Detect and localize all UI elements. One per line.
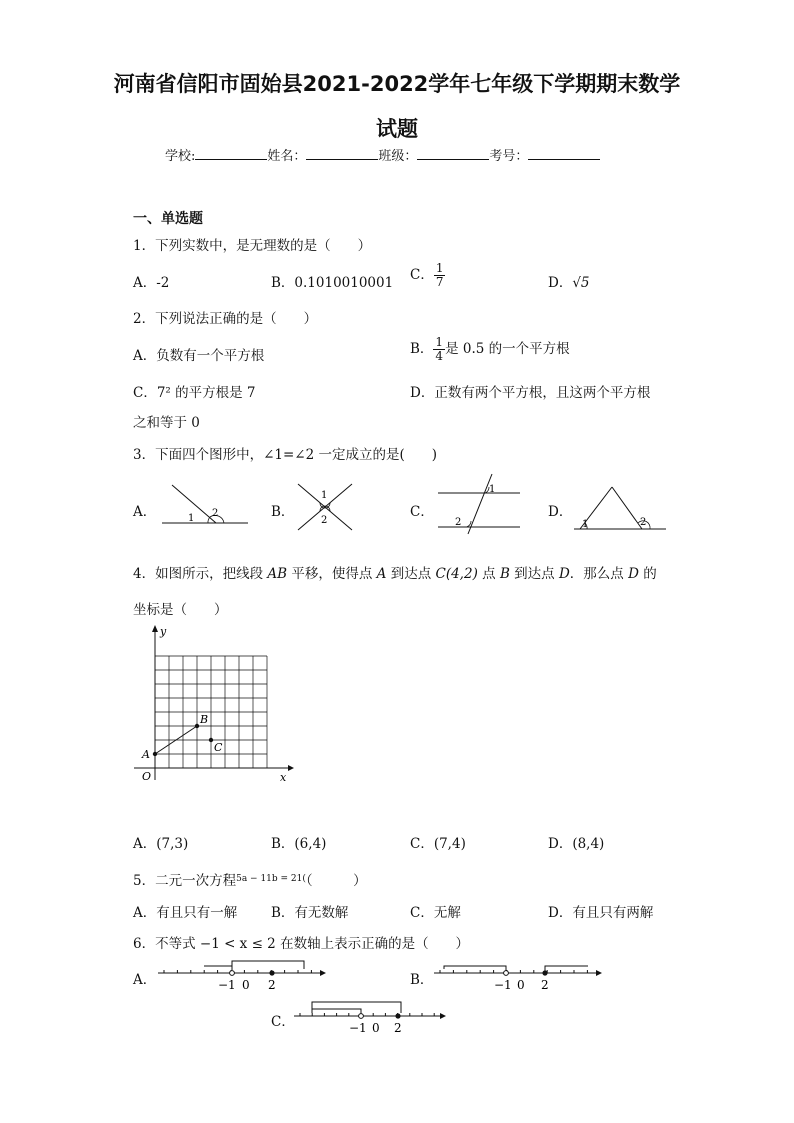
q5-option-a: A．有且只有一解 [133, 905, 238, 921]
svg-text:−1: −1 [494, 978, 512, 992]
q3-option-b: B． [271, 504, 295, 520]
q6-option-c: C． [271, 1014, 295, 1030]
q1-d-label: D． [548, 275, 573, 291]
q3-option-d: D． [548, 504, 573, 520]
q6-numberline-a [156, 955, 328, 995]
point-b-label: B [200, 713, 209, 726]
q5-option-d: D．有且只有两解 [548, 905, 654, 921]
q4-coordinate-graph [130, 620, 300, 790]
page-title-line2: 试题 [376, 117, 418, 141]
school-label: 学校: [165, 149, 196, 164]
q3a-label-1: 1 [188, 513, 195, 524]
y-axis-arrow [152, 625, 158, 632]
q4-option-a: A．(7,3) [133, 836, 189, 852]
q4-stem-line2: 坐标是（ ） [133, 602, 228, 618]
q3d-label-1: 1 [582, 519, 589, 530]
q2-option-d: D．正数有两个平方根，且这两个平方根 [410, 385, 651, 401]
q2-b-fraction: $\frac{1}{4}$ [435, 335, 444, 363]
q3b-label-1: 1 [321, 490, 328, 501]
q6-option-a: A． [133, 972, 157, 988]
q6-numberline-c [292, 996, 450, 1036]
q1-option-b: B．0.1010010001 [271, 275, 394, 291]
svg-text:2: 2 [541, 978, 549, 992]
q2-stem: 2．下列说法正确的是（ ） [133, 311, 318, 327]
q4-option-c: C．(7,4) [410, 836, 466, 852]
svg-text:0: 0 [242, 978, 250, 992]
q6-option-b: B． [410, 972, 434, 988]
name-label: 姓名： [267, 149, 307, 164]
q4-option-b: B．(6,4) [271, 836, 327, 852]
point-a-label: A [142, 748, 150, 761]
q5-option-b: B．有无数解 [271, 905, 349, 921]
svg-text:2: 2 [394, 1021, 402, 1035]
q3d-label-2: 2 [640, 517, 647, 528]
q4-option-d: D．(8,4) [548, 836, 605, 852]
q3c-label-2: 2 [455, 517, 462, 528]
q1-stem: 1．下列实数中，是无理数的是（ ） [133, 238, 372, 254]
number-label: 考号： [489, 149, 529, 164]
q3c-label-1: 1 [489, 484, 496, 495]
class-label: 班级： [378, 149, 418, 164]
q5-option-c: C．无解 [410, 905, 461, 921]
q3-option-a: A． [133, 504, 157, 520]
q2-option-a: A．负数有一个平方根 [133, 348, 265, 364]
q1-option-c [410, 262, 445, 289]
q4-stem-line1: 4．如图所示，把线段 AB 平移，使得点 A 到达点 C(4,2) 点 B 到达点 D．那么点 D 的 [133, 566, 657, 582]
point-b [195, 724, 199, 728]
q6-stem: 6．不等式 −1 < x ≤ 2 在数轴上表示正确的是（ ） [133, 936, 470, 952]
number-blank [528, 147, 600, 160]
origin-label: O [142, 770, 152, 783]
q1-c-label: C． [410, 267, 434, 283]
q1-option-d [548, 271, 590, 291]
x-axis-arrow [288, 765, 294, 771]
svg-text:−1: −1 [349, 1021, 367, 1035]
q3-figure-d [572, 484, 668, 534]
q5-equation: 5a − 11b = 21( [236, 874, 306, 884]
school-blank [195, 147, 267, 160]
name-blank [306, 147, 378, 160]
q1-c-fraction: $\frac{1}{7}$ [435, 261, 444, 289]
y-axis-label: y [160, 625, 167, 638]
q5-stem: 5．二元一次方程$^{5a - 11b = 21(}$（ ） [133, 873, 367, 889]
q3-figure-b [294, 481, 356, 533]
q3b-label-2: 2 [321, 515, 328, 526]
student-info-line [165, 145, 600, 164]
q3-stem: 3．下面四个图形中，∠1=∠2 一定成立的是( ) [133, 447, 438, 463]
q3-figure-a [158, 480, 253, 530]
class-blank [417, 147, 489, 160]
q2-option-c: C．7² 的平方根是 7 [133, 385, 256, 401]
q3-figure-c [434, 472, 524, 536]
point-c-label: C [214, 741, 223, 754]
q1-d-value: √5 [572, 275, 590, 291]
q3a-label-2: 2 [212, 508, 219, 519]
svg-text:2: 2 [268, 978, 276, 992]
page-title: 河南省信阳市固始县2021-2022学年七年级下学期期末数学 [113, 72, 681, 96]
point-c [209, 738, 213, 742]
x-axis-label: x [280, 771, 287, 784]
q4-grid [155, 656, 267, 768]
q1-option-a: A．-2 [133, 275, 170, 291]
point-a [153, 752, 157, 756]
q6-numberline-b [432, 955, 604, 995]
svg-text:0: 0 [372, 1021, 380, 1035]
q2-option-d-cont: 之和等于 0 [133, 415, 200, 431]
svg-text:−1: −1 [218, 978, 236, 992]
q2-option-b: B． $\frac{1}{4}$ 是 0.5 的一个平方根 [410, 335, 570, 363]
svg-text:0: 0 [517, 978, 525, 992]
section-heading: 一、单选题 [133, 211, 203, 227]
q3-option-c: C． [410, 504, 434, 520]
